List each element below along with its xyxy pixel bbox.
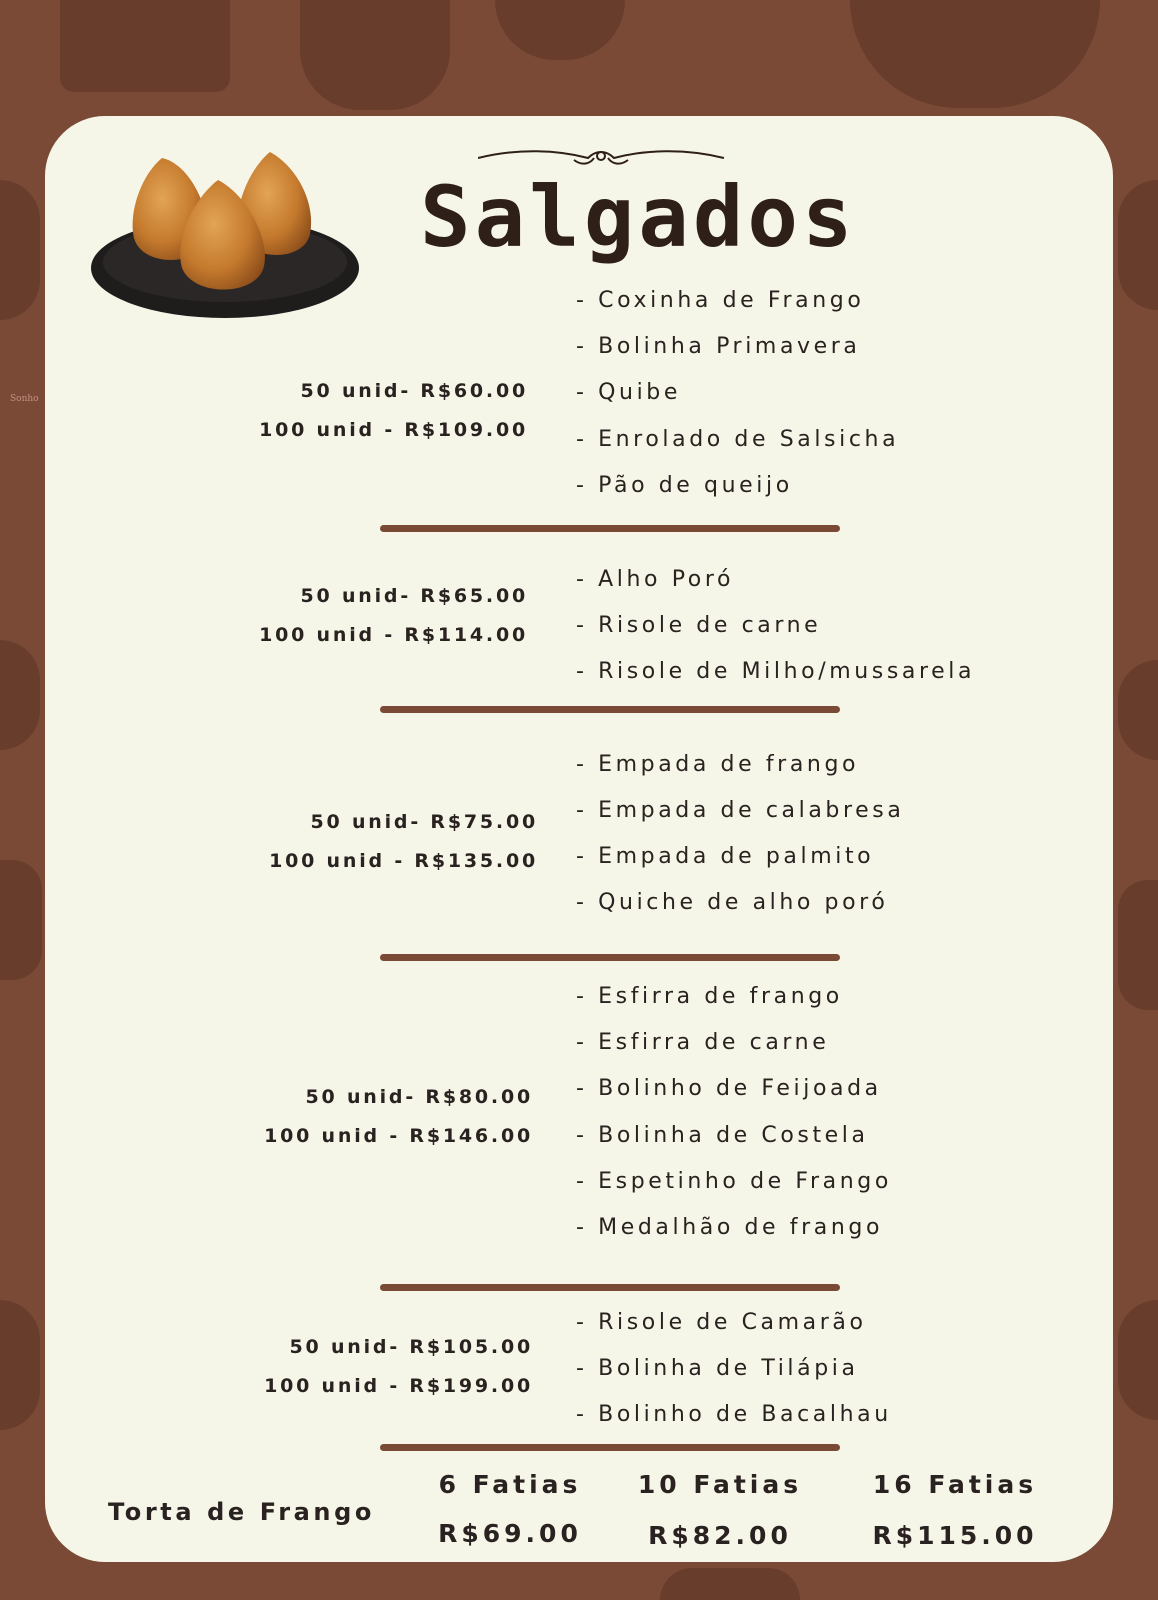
torta-size-16: 16 Fatias — [872, 1470, 1038, 1499]
group-4-item: - Bolinho de Feijoada — [576, 1076, 882, 1101]
menu-card — [45, 116, 1113, 1562]
group-4-item: - Esfirra de carne — [576, 1030, 830, 1055]
torta-price-16: R$115.00 — [872, 1521, 1038, 1550]
bg-bottom-shape — [660, 1568, 800, 1600]
watermark-logo: Sonho — [10, 394, 39, 404]
group-5-price-100: 100 unid - R$199.00 — [264, 1375, 533, 1397]
group-3-price-100: 100 unid - R$135.00 — [269, 850, 538, 872]
section-divider — [380, 1284, 840, 1291]
bg-right-shape-3 — [1118, 880, 1158, 1010]
group-1-price-100: 100 unid - R$109.00 — [259, 419, 528, 441]
group-4-item: - Bolinha de Costela — [576, 1123, 869, 1148]
bg-right-shape-1 — [1118, 180, 1158, 310]
group-2-price-100: 100 unid - R$114.00 — [259, 624, 528, 646]
page-title: Salgados — [420, 168, 857, 266]
group-5-item: - Bolinho de Bacalhau — [576, 1402, 892, 1427]
group-1-item: - Pão de queijo — [576, 473, 793, 498]
torta-label: Torta de Frango — [108, 1498, 375, 1526]
group-1-item: - Enrolado de Salsicha — [576, 427, 900, 452]
title-ornament — [478, 146, 724, 168]
group-2-item: - Risole de carne — [576, 613, 822, 638]
group-5-price-50: 50 unid- R$105.00 — [289, 1336, 533, 1358]
section-divider — [380, 1444, 840, 1451]
group-5-item: - Risole de Camarão — [576, 1310, 867, 1335]
group-4-price-50: 50 unid- R$80.00 — [305, 1086, 533, 1108]
group-1-item: - Quibe — [576, 380, 682, 405]
torta-size-10: 10 Fatias — [637, 1470, 803, 1499]
bg-cupcake-shape — [300, 0, 450, 110]
group-5-item: - Bolinha de Tilápia — [576, 1356, 859, 1381]
bg-left-shape-2 — [0, 640, 40, 750]
bg-left-shape-4 — [0, 1300, 40, 1430]
group-2-item: - Alho Poró — [576, 567, 735, 592]
group-2-item: - Risole de Milho/mussarela — [576, 659, 976, 684]
group-1-price-50: 50 unid- R$60.00 — [300, 380, 528, 402]
torta-price-10: R$82.00 — [648, 1521, 792, 1550]
section-divider — [380, 525, 840, 532]
section-divider — [380, 954, 840, 961]
group-3-item: - Quiche de alho poró — [576, 890, 889, 915]
bg-bread-shape — [60, 0, 230, 92]
torta-size-6: 6 Fatias — [438, 1470, 582, 1499]
group-4-item: - Esfirra de frango — [576, 984, 843, 1009]
group-1-item: - Coxinha de Frango — [576, 288, 865, 313]
section-divider — [380, 706, 840, 713]
bg-pretzel-shape — [850, 0, 1100, 108]
group-3-item: - Empada de palmito — [576, 844, 875, 869]
group-3-item: - Empada de calabresa — [576, 798, 905, 823]
bg-left-shape-3 — [0, 860, 42, 980]
group-3-item: - Empada de frango — [576, 752, 860, 777]
bg-right-shape-2 — [1118, 660, 1158, 760]
torta-price-6: R$69.00 — [438, 1519, 582, 1548]
coxinha-plate-image — [90, 150, 370, 330]
group-2-price-50: 50 unid- R$65.00 — [300, 585, 528, 607]
group-4-item: - Espetinho de Frango — [576, 1169, 892, 1194]
group-4-price-100: 100 unid - R$146.00 — [264, 1125, 533, 1147]
group-4-item: - Medalhão de frango — [576, 1215, 884, 1240]
group-3-price-50: 50 unid- R$75.00 — [310, 811, 538, 833]
group-1-item: - Bolinha Primavera — [576, 334, 861, 359]
bg-croissant-shape — [495, 0, 625, 60]
bg-right-shape-4 — [1118, 1300, 1158, 1420]
bg-left-shape-1 — [0, 180, 40, 320]
